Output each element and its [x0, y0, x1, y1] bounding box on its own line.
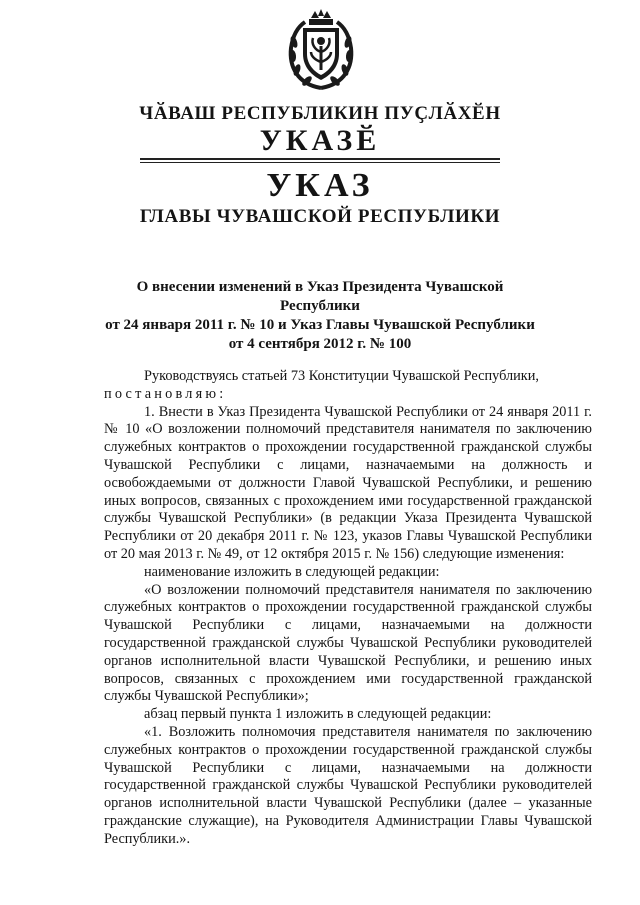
title-line-1: О внесении изменений в Указ Президента Чувашской Республики	[136, 279, 504, 314]
paragraph-decree-word: постановляю:	[104, 385, 227, 402]
title-line-2: от 24 января 2011 г. № 10 и Указ Главы Чувашской Республики	[105, 317, 535, 333]
document-title	[95, 278, 545, 354]
paragraph-item-1: 1. Внести в Указ Президента Чувашской Республики от 24 января 2011 г. № 10 «О возложении полномочий представителя нанимателя по заключению служебных контрактов о прохождении государственной гражданской службы Чувашской Республики с лицами, назначаемыми на должность и освобождаемыми от должности Главой Чувашской Республики, и решению иных вопросов, связанных с прохождением ими государственной гражданской службы Чувашской Республики» (в редакции Указа Президента Чувашской Республики от 20 декабря 2011 г. № 123, указов Главы Чувашской Республики от 20 мая 2013 г. № 49, от 12 октября 2015 г. № 156) следующие изменения:	[104, 403, 592, 562]
header-divider-thick	[140, 158, 500, 160]
title-line-3: от 4 сентября 2012 г. № 100	[228, 336, 412, 352]
paragraph-new-abzac: «1. Возложить полномочия представителя нанимателя по заключению служебных контрактов о прохождении государственной гражданской службы Чувашской Республики с лицами, назначаемыми на должности государственной гражданской службы Чувашской Республики руководителей органов исполнительной власти Чувашской Республики (далее – указанные гражданские служащие), на Руководителя Администрации Главы Чувашской Республики.».	[104, 723, 592, 847]
header-divider-thin	[140, 162, 500, 163]
chuvash-header-line: ЧӐВАШ РЕСПУБЛИКИН ПУҪЛӐХӖН	[139, 103, 501, 124]
chuvash-ukaze-heading: УКАЗӖ	[259, 124, 381, 157]
paragraph-new-title: «О возложении полномочий представителя нанимателя по заключению служебных контрактов о прохождении государственной гражданской службы Чувашской Республики с лицами, назначаемыми на должности государственной гражданской службы Чувашской Республики руководителей органов исполнительной власти Чувашской Республики, и решению иных вопросов, связанных с прохождением ими государственной гражданской службы Чувашской Республики»;	[104, 581, 592, 705]
paragraph-title-change: наименование изложить в следующей редакции:	[144, 563, 440, 580]
paragraph-abzac-change: абзац первый пункта 1 изложить в следующей редакции:	[144, 706, 492, 723]
paragraph-preamble: Руководствуясь статьей 73 Конституции Чувашской Республики,	[144, 368, 539, 384]
document-body	[104, 368, 592, 849]
ukaz-heading: УКАЗ	[266, 167, 374, 204]
chuvash-republic-emblem-icon	[285, 8, 357, 92]
issuer-heading: ГЛАВЫ ЧУВАШСКОЙ РЕСПУБЛИКИ	[139, 206, 501, 227]
